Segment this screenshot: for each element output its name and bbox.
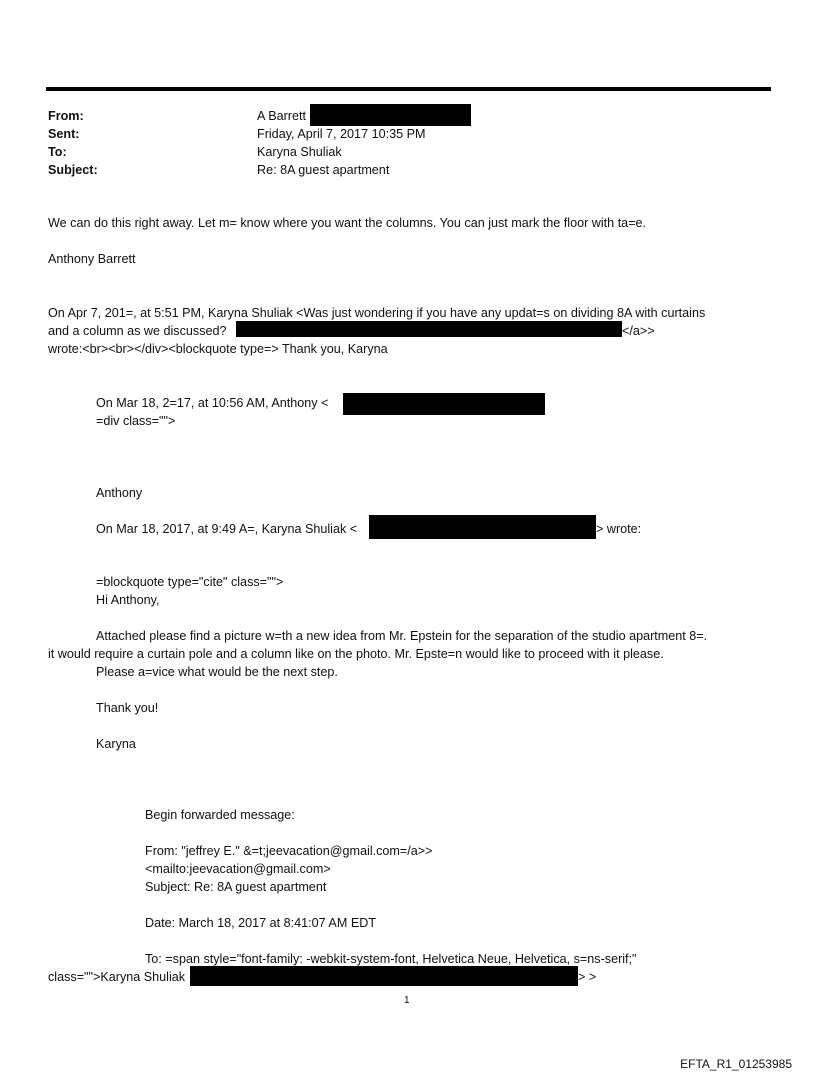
redaction-box [236, 321, 622, 337]
forwarded-line: class="">Karyna Shuliak [48, 970, 186, 984]
quoted-line: On Mar 18, 2=17, at 10:56 AM, Anthony < [96, 396, 329, 410]
redaction-box [369, 515, 596, 539]
quoted-line: Thank you! [96, 701, 159, 715]
subject-label: Subject: [48, 163, 98, 177]
from-label: From: [48, 109, 84, 123]
header-rule [46, 87, 771, 91]
quoted-line: wrote:<br><br></div><blockquote type=> Thank you, Karyna [48, 342, 388, 356]
quoted-line: </a>> [622, 324, 655, 338]
quoted-line: On Mar 18, 2017, at 9:49 A=, Karyna Shuliak < [96, 522, 358, 536]
to-label: To: [48, 145, 67, 159]
from-value: A Barrett [257, 109, 306, 123]
quoted-line: Karyna [96, 737, 136, 751]
quoted-line: and a column as we discussed? [48, 324, 227, 338]
forwarded-line: Subject: Re: 8A guest apartment [145, 880, 327, 894]
quoted-line: Please a=vice what would be the next step. [96, 665, 338, 679]
quoted-line: Hi Anthony, [96, 593, 160, 607]
forwarded-line: To: =span style="font-family: -webkit-system-font, Helvetica Neue, Helvetica, s=ns-serif;" [145, 952, 637, 966]
quoted-line: Anthony [96, 486, 143, 500]
forwarded-line: From: "jeffrey E." &=t;jeevacation@gmail.com=/a>> [145, 844, 433, 858]
quoted-line: =blockquote type="cite" class=""> [96, 575, 284, 589]
to-value: Karyna Shuliak [257, 145, 342, 159]
quoted-line: Attached please find a picture w=th a new idea from Mr. Epstein for the separation of the studio apartment 8=. [96, 629, 708, 643]
forwarded-line: Date: March 18, 2017 at 8:41:07 AM EDT [145, 916, 377, 930]
quoted-line: On Apr 7, 201=, at 5:51 PM, Karyna Shuliak <Was just wondering if you have any updat=s on dividing 8A with curtains [48, 306, 706, 320]
quoted-line: it would require a curtain pole and a column like on the photo. Mr. Epste=n would like to proceed with it please. [48, 647, 664, 661]
forwarded-line: Begin forwarded message: [145, 808, 295, 822]
redaction-box [310, 104, 471, 126]
subject-value: Re: 8A guest apartment [257, 163, 390, 177]
redaction-box [343, 393, 545, 415]
signature: Anthony Barrett [48, 252, 136, 266]
redaction-box [190, 966, 578, 986]
forwarded-line: <mailto:jeevacation@gmail.com> [145, 862, 331, 876]
quoted-line: > wrote: [596, 522, 642, 536]
sent-label: Sent: [48, 127, 80, 141]
page-number: 1 [404, 995, 410, 1006]
sent-value: Friday, April 7, 2017 10:35 PM [257, 127, 426, 141]
forwarded-line: > > [578, 970, 597, 984]
body-paragraph: We can do this right away. Let m= know where you want the columns. You can just mark the floor with ta=e. [48, 216, 647, 230]
document-id: EFTA_R1_01253985 [680, 1057, 792, 1071]
quoted-line: =div class=""> [96, 414, 176, 428]
